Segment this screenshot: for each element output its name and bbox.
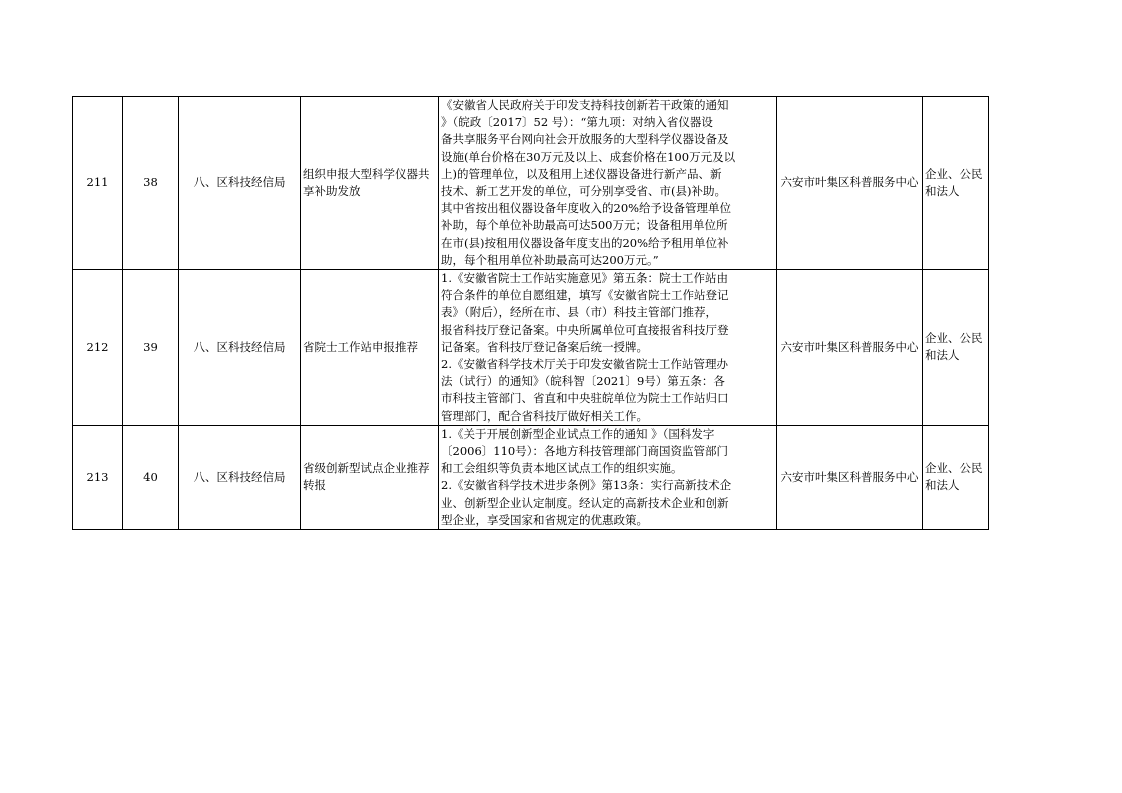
basis-line: 设施(单台价格在30万元及以上、成套价格在100万元及以: [441, 149, 736, 164]
basis-line: 记备案。省科技厅登记备案后统一授牌。: [441, 339, 648, 354]
basis-line: 管理部门，配合省科技厅做好相关工作。: [441, 408, 648, 423]
dept-cell: 八、区科技经信局: [179, 97, 301, 270]
basis-line: 1.《关于开展创新型企业试点工作的通知 》（国科发字: [441, 426, 715, 441]
basis-line: 其中省按出租仪器设备年度收入的20%给予设备管理单位: [441, 201, 732, 216]
target-cell: 企业、公民和法人: [923, 97, 989, 270]
dept-cell: 八、区科技经信局: [179, 425, 301, 529]
table-body: [73, 97, 989, 530]
basis-cell: [439, 270, 777, 426]
basis-line: 表》（附后），经所在市、县（市）科技主管部门推荐，: [441, 305, 717, 320]
dept-cell: 八、区科技经信局: [179, 270, 301, 426]
basis-line: 助，每个租用单位补助最高可达200万元。”: [441, 252, 659, 267]
basis-line: 符合条件的单位自愿组建，填写《安徽省院士工作站登记: [441, 288, 729, 303]
seq-cell: 211: [73, 97, 123, 270]
basis-line: 技术、新工艺开发的单位，可分别享受省、市(县)补助。: [441, 184, 726, 199]
item-cell: 组织申报大型科学仪器共享补助发放: [301, 97, 439, 270]
basis-line: 补助，每个单位补助最高可达500万元；设备租用单位所: [441, 218, 728, 233]
seq-cell: 212: [73, 270, 123, 426]
basis-line: 备共享服务平台网向社会开放服务的大型科学仪器设备及: [441, 132, 729, 147]
basis-line: 1.《安徽省院士工作站实施意见》第五条：院士工作站由: [441, 271, 728, 286]
basis-line: 型企业，享受国家和省规定的优惠政策。: [441, 512, 648, 527]
target-cell: 企业、公民和法人: [923, 425, 989, 529]
org-cell: 六安市叶集区科普服务中心: [777, 270, 923, 426]
org-cell: 六安市叶集区科普服务中心: [777, 97, 923, 270]
basis-line: 在市(县)按租用仪器设备年度支出的20%给予租用单位补: [441, 235, 729, 250]
sub-seq-cell: 38: [123, 97, 179, 270]
org-cell: 六安市叶集区科普服务中心: [777, 425, 923, 529]
basis-line: 和工会组织等负责本地区试点工作的组织实施。: [441, 461, 683, 476]
target-cell: 企业、公民和法人: [923, 270, 989, 426]
basis-line: 2.《安徽省科学技术厅关于印发安徽省院士工作站管理办: [441, 357, 728, 372]
basis-line: 2.《安徽省科学技术进步条例》第13条：实行高新技术企: [441, 478, 732, 493]
basis-line: 法（试行）的通知》（皖科智〔2021〕9号）第五条：各: [441, 374, 725, 389]
table-row: [73, 270, 989, 426]
seq-cell: 213: [73, 425, 123, 529]
basis-line: 〔2006〕110号）：各地方科技管理部门商国资监管部门: [441, 444, 728, 459]
basis-line: 市科技主管部门、省直和中央驻皖单位为院士工作站归口: [441, 391, 729, 406]
basis-line: 业、创新型企业认定制度。经认定的高新技术企业和创新: [441, 495, 729, 510]
basis-line: 《安徽省人民政府关于印发支持科技创新若干政策的通知: [441, 98, 729, 112]
item-cell: 省院士工作站申报推荐: [301, 270, 439, 426]
service-items-table: [72, 96, 989, 530]
item-cell: 省级创新型试点企业推荐转报: [301, 425, 439, 529]
table-row: [73, 97, 989, 270]
table-row: [73, 425, 989, 529]
basis-line: 》（皖政〔2017〕52 号）：“第九项：对纳入省仪器设: [441, 115, 713, 130]
basis-line: 上)的管理单位，以及租用上述仪器设备进行新产品、新: [441, 166, 722, 181]
sub-seq-cell: 39: [123, 270, 179, 426]
basis-cell: [439, 97, 777, 270]
sub-seq-cell: 40: [123, 425, 179, 529]
basis-line: 报省科技厅登记备案。中央所属单位可直接报省科技厅登: [441, 322, 729, 337]
basis-cell: [439, 425, 777, 529]
